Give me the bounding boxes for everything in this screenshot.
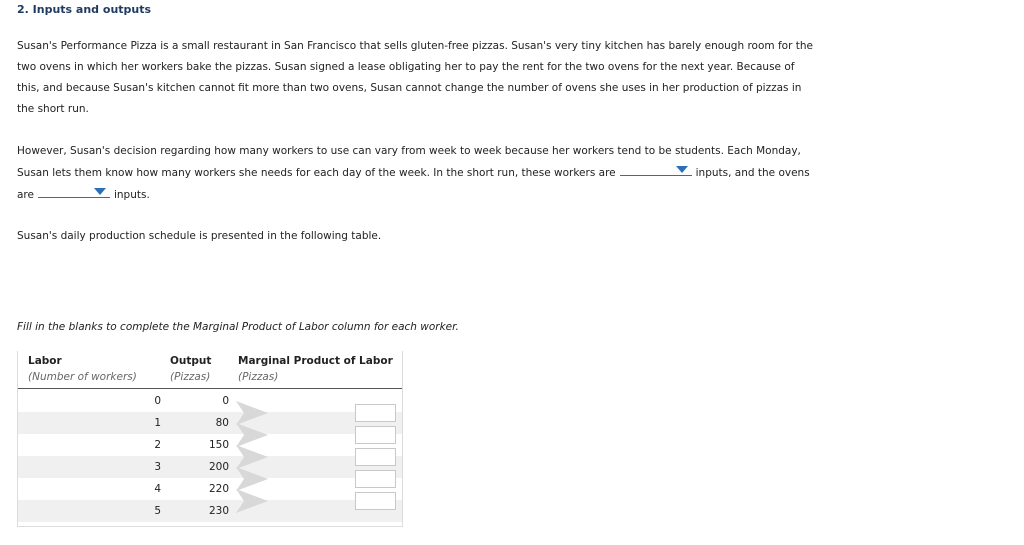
paragraph-workers-text-3: inputs.: [113, 189, 150, 201]
labor-cell: 0: [154, 395, 161, 407]
paragraph-ovens: Susan's Performance Pizza is a small restaurant in San Francisco that sells gluten-free pizzas. Susan's very tiny kitchen has barely enough room for the two ovens in which her workers bake the pizzas. Susan signed a lease obligating her to pay the rent for the two ovens for the next year. Because of this, and because Susan's kitchen cannot fit more than two ovens, Susan cannot change the number of ovens she uses in her production of pizzas in the short run.: [17, 40, 813, 115]
mpl-input-worker-3[interactable]: [355, 448, 396, 466]
section-heading: 2. Inputs and outputs: [17, 3, 152, 16]
header-labor-title: Labor: [28, 355, 62, 367]
output-cell: 220: [208, 483, 229, 495]
header-mpl-unit: (Pizzas): [238, 371, 279, 383]
workers-input-type-dropdown[interactable]: [620, 162, 692, 176]
header-labor: [28, 353, 137, 385]
header-mpl-title: Marginal Product of Labor: [238, 355, 393, 367]
output-cell: 80: [215, 417, 229, 429]
labor-cell: 1: [154, 417, 161, 429]
chevron-right-icon: [236, 423, 286, 447]
paragraph-workers: [17, 141, 817, 206]
chevron-right-icon: [236, 489, 286, 513]
output-cell: 200: [208, 461, 229, 473]
mpl-input-worker-4[interactable]: [355, 470, 396, 488]
instruction-text: Fill in the blanks to complete the Marginal Product of Labor column for each worker.: [17, 321, 459, 333]
labor-cell: 2: [154, 439, 161, 451]
paragraph-workers-text-2: inputs, and the ovens are: [17, 167, 810, 201]
header-output: [170, 353, 211, 385]
production-table: [17, 351, 403, 527]
mpl-input-worker-2[interactable]: [355, 426, 396, 444]
table-row: [18, 456, 402, 478]
header-labor-unit: (Number of workers): [28, 371, 137, 383]
chevron-right-icon: [236, 467, 286, 491]
labor-cell: 4: [154, 483, 161, 495]
chevron-right-icon: [236, 401, 286, 425]
labor-cell: 5: [154, 505, 161, 517]
labor-cell: 3: [154, 461, 161, 473]
paragraph-workers-text-1: However, Susan's decision regarding how many workers to use can vary from week to week because her workers tend to be students. Each Monday, Susan lets them know how many workers she needs for each day of the week. In the short run, these workers are: [17, 145, 801, 179]
chevron-down-icon: [676, 166, 688, 173]
table-row: [18, 412, 402, 434]
header-divider: [18, 388, 402, 389]
paragraph-schedule: Susan's daily production schedule is presented in the following table.: [17, 230, 382, 242]
mpl-input-worker-5[interactable]: [355, 492, 396, 510]
output-cell: 0: [222, 395, 229, 407]
ovens-input-type-dropdown[interactable]: [38, 184, 110, 198]
mpl-input-worker-1[interactable]: [355, 404, 396, 422]
output-cell: 230: [208, 505, 229, 517]
table-row: [18, 500, 402, 522]
table-row: [18, 390, 402, 412]
header-output-unit: (Pizzas): [170, 371, 211, 383]
table-row: [18, 434, 402, 456]
output-cell: 150: [208, 439, 229, 451]
table-row: [18, 478, 402, 500]
header-output-title: Output: [170, 355, 212, 367]
chevron-down-icon: [94, 188, 106, 195]
header-mpl: [238, 353, 393, 385]
chevron-right-icon: [236, 445, 286, 469]
